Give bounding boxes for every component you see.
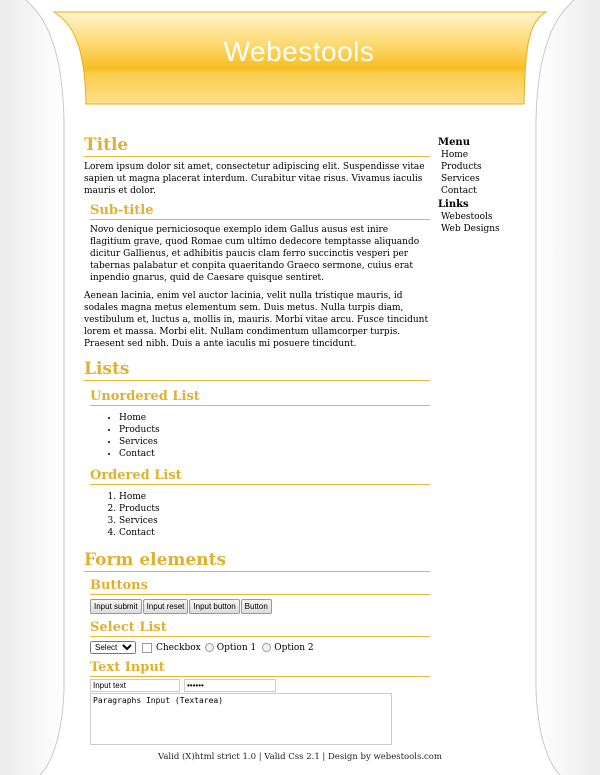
radio-option-2[interactable] — [262, 643, 271, 652]
site-title[interactable]: Webestools — [223, 36, 375, 67]
subtitle-heading: Sub-title — [90, 203, 430, 220]
unordered-list — [84, 412, 430, 460]
intro-paragraph: Lorem ipsum dolor sit amet, consectetur adipiscing elit. Suspendisse vitae sapien ut magna placerat interdum. Curabitur vitae risus. Vivamus iaculis mauris et dolor. — [84, 162, 425, 196]
input-button[interactable]: Input button — [189, 599, 239, 614]
textarea-input[interactable] — [90, 693, 392, 745]
menu-heading: Menu — [438, 137, 470, 148]
subtitle-paragraph: Novo denique perniciosoque exemplo idem Gallus ausus est inire flagitium grave, quod Romae cum ultimo dedecore temptasse aliquando dicitur Gallienus, et adhibitis paucis clam ferro succinctis vesperi per tabernas palabatur et conpita quaeritando Graeco sermone, cuius erat inpendio gnarus, quid de Caesare quisque sentiret. — [90, 225, 420, 283]
list-item: 2. Products — [119, 503, 430, 515]
buttons-heading: Buttons — [90, 578, 430, 595]
checkbox[interactable] — [142, 643, 152, 653]
footer: Valid (X)html strict 1.0 | Valid Css 2.1 | Design by webestools.com — [157, 752, 442, 762]
body-paragraph: Aenean lacinia, enim vel auctor lacinia, velit nulla tristique mauris, id sodales magna metus elementum sem. Duis metus. Nulla turpis diam, vestibulum et, luctus a, mollis in, mauris. Morbi vitae arcu. Fusce tincidunt lorem et massa. Morbi elit. Nullam condimentum ullamcorper turpis. Praesent sed nibh. Duis a ante iaculis mi posuere tincidunt. — [84, 291, 429, 349]
main-content — [84, 136, 430, 749]
links-heading: Links — [438, 199, 469, 210]
radio-option-1-label: Option 1 — [216, 642, 257, 653]
list-item: • Home — [119, 412, 430, 424]
list-item: • Products — [119, 424, 430, 436]
sidebar — [438, 137, 548, 235]
sidebar-link-web-designs[interactable]: Web Designs — [441, 224, 500, 234]
ordered-list-heading: Ordered List — [90, 468, 430, 485]
list-item: • Contact — [119, 448, 430, 460]
radio-option-1[interactable] — [205, 643, 214, 652]
lists-heading: Lists — [84, 360, 430, 381]
input-submit-button[interactable]: Input submit — [90, 599, 142, 614]
text-input-row — [90, 679, 430, 692]
list-item: 4. Contact — [119, 527, 430, 539]
list-item: 3. Services — [119, 515, 430, 527]
text-input-heading: Text Input — [90, 660, 430, 677]
sidebar-item-products[interactable]: Products — [441, 162, 482, 172]
select-row — [90, 641, 430, 654]
sidebar-item-services[interactable]: Services — [441, 174, 480, 184]
text-input[interactable] — [90, 679, 180, 692]
sidebar-link-webestools[interactable]: Webestools — [441, 212, 493, 222]
buttons-row — [90, 599, 430, 614]
select-list-heading: Select List — [90, 620, 430, 637]
radio-option-2-label: Option 2 — [274, 642, 314, 653]
select-dropdown[interactable] — [90, 641, 136, 654]
title-heading: Title — [84, 136, 430, 157]
list-item: • Services — [119, 436, 430, 448]
button[interactable]: Button — [241, 599, 272, 614]
unordered-list-heading: Unordered List — [90, 389, 430, 406]
ordered-list — [84, 491, 430, 539]
input-reset-button[interactable]: Input reset — [143, 599, 189, 614]
sidebar-item-home[interactable]: Home — [441, 150, 469, 160]
password-input[interactable] — [184, 679, 276, 692]
checkbox-label: Checkbox — [156, 642, 201, 653]
form-elements-heading: Form elements — [84, 551, 430, 572]
list-item: 1. Home — [119, 491, 430, 503]
sidebar-item-contact[interactable]: Contact — [441, 186, 477, 196]
